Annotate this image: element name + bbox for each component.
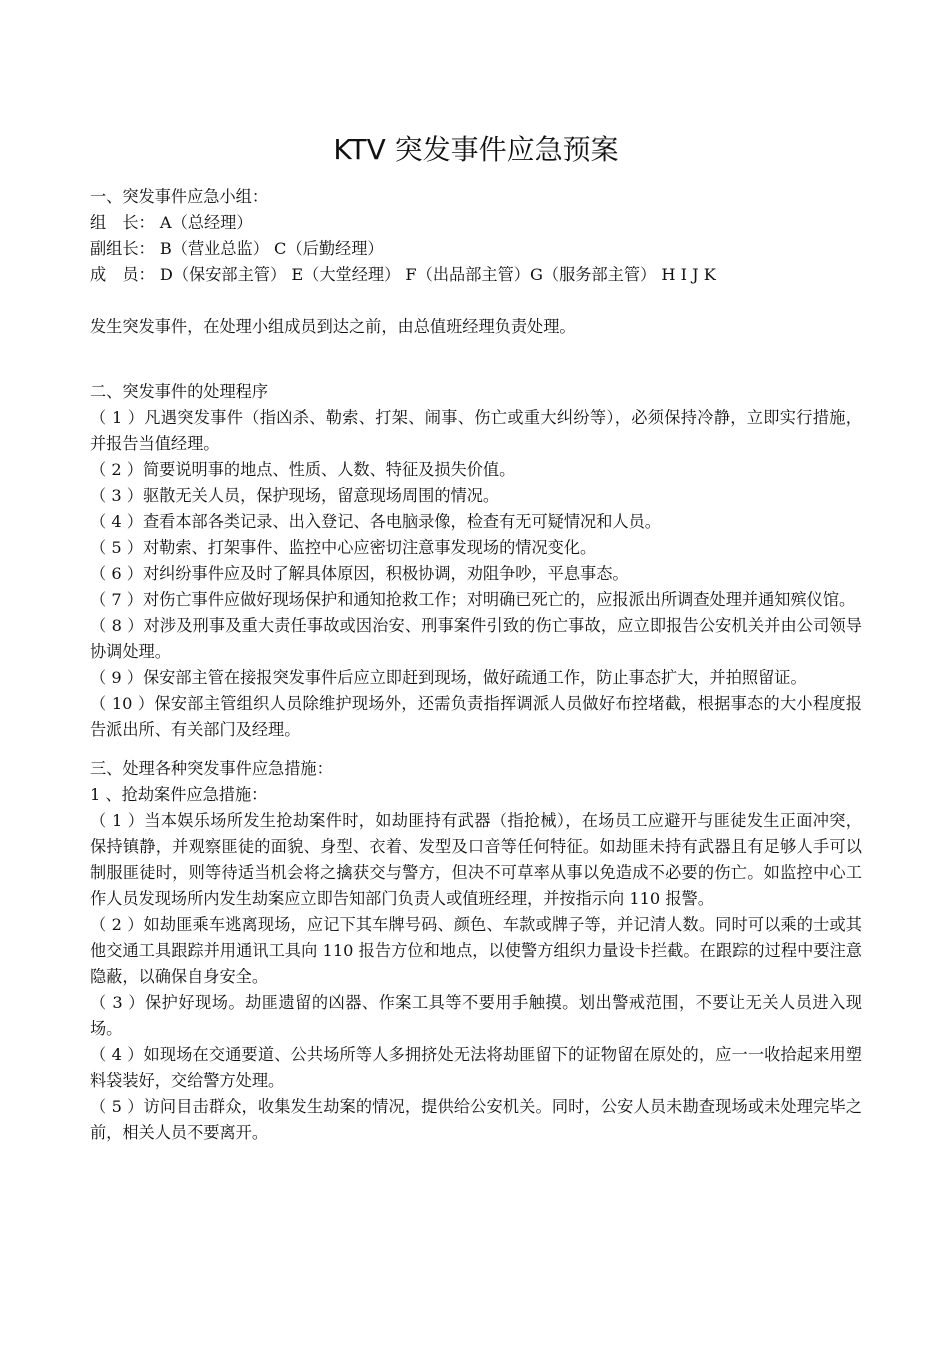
procedure-item-5: （ 5 ）对勒索、打架事件、监控中心应密切注意事发现场的情况变化。 (90, 538, 597, 557)
robbery-measure-4: （ 4 ）如现场在交通要道、公共场所等人多拥挤处无法将劫匪留下的证物留在原处的，应一一收拾起来用塑料袋装好，交给警方处理。 (90, 1045, 862, 1090)
spacer (90, 743, 862, 756)
document-title: KTV 突发事件应急预案 (333, 133, 619, 166)
document-page (90, 128, 862, 1146)
spacer (90, 288, 862, 314)
section3-subheading: 1 、抢劫案件应急措施： (90, 785, 268, 804)
team-members-line: 成 员： D（保安部主管） E（大堂经理） F（出品部主管）G（服务部主管） H I J K (90, 265, 716, 284)
procedure-item-1: （ 1 ）凡遇突发事件（指凶杀、勒索、打架、闹事、伤亡或重大纠纷等），必须保持冷静，立即实行措施，并报告当值经理。 (90, 408, 862, 453)
section3-heading: 三、处理各种突发事件应急措施： (90, 759, 333, 778)
procedure-item-9: （ 9 ）保安部主管在接报突发事件后应立即赶到现场，做好疏通工作，防止事态扩大，并拍照留证。 (90, 668, 807, 687)
procedure-item-7: （ 7 ）对伤亡事件应做好现场保护和通知抢救工作；对明确已死亡的，应报派出所调查处理并通知殡仪馆。 (90, 590, 856, 609)
procedure-item-2: （ 2 ）简要说明事的地点、性质、人数、特征及损失价值。 (90, 460, 516, 479)
robbery-measure-3: （ 3 ）保护好现场。劫匪遗留的凶器、作案工具等不要用手触摸。划出警戒范围，不要让无关人员进入现场。 (90, 993, 862, 1038)
section2-heading: 二、突发事件的处理程序 (90, 382, 269, 401)
procedure-item-8: （ 8 ）对涉及刑事及重大责任事故或因治安、刑事案件引致的伤亡事故，应立即报告公安机关并由公司领导协调处理。 (90, 616, 862, 661)
section1-heading: 一、突发事件应急小组： (90, 187, 269, 206)
robbery-measure-5: （ 5 ）访问目击群众，收集发生劫案的情况，提供给公安机关。同时，公安人员未勘查现场或未处理完毕之前，相关人员不要离开。 (90, 1097, 862, 1142)
procedure-item-3: （ 3 ）驱散无关人员，保护现场，留意现场周围的情况。 (90, 486, 500, 505)
procedure-item-10: （ 10 ）保安部主管组织人员除维护现场外，还需负责指挥调派人员做好布控堵截，根据事态的大小程度报告派出所、有关部门及经理。 (90, 694, 862, 739)
robbery-measure-2: （ 2 ）如劫匪乘车逃离现场，应记下其车牌号码、颜色、车款或牌子等，并记清人数。同时可以乘的士或其他交通工具跟踪并用通讯工具向 110 报告方位和地点，以使警方组织力量设卡拦截。在跟踪的过程中要注意隐蔽，以确保自身安全。 (90, 915, 862, 986)
section1-note: 发生突发事件，在处理小组成员到达之前，由总值班经理负责处理。 (90, 317, 576, 336)
procedure-item-4: （ 4 ）查看本部各类记录、出入登记、各电脑录像，检查有无可疑情况和人员。 (90, 512, 661, 531)
team-leader-line: 组 长： A（总经理） (90, 213, 253, 232)
spacer (90, 340, 862, 379)
team-deputy-line: 副组长： B（营业总监） C（后勤经理） (90, 239, 384, 258)
procedure-item-6: （ 6 ）对纠纷事件应及时了解具体原因，积极协调，劝阻争吵，平息事态。 (90, 564, 629, 583)
robbery-measure-1: （ 1 ）当本娱乐场所发生抢劫案件时，如劫匪持有武器（指抢械），在场员工应避开与匪徒发生正面冲突，保持镇静，并观察匪徒的面貌、身型、衣着、发型及口音等任何特征。如劫匪未持有武器且有足够人手可以制服匪徒时，则等待适当机会将之擒获交与警方，但决不可草率从事以免造成不必要的伤亡。如监控中心工作人员发现场所内发生劫案应立即告知部门负责人或值班经理，并按指示向 110 报警。 (90, 811, 862, 908)
